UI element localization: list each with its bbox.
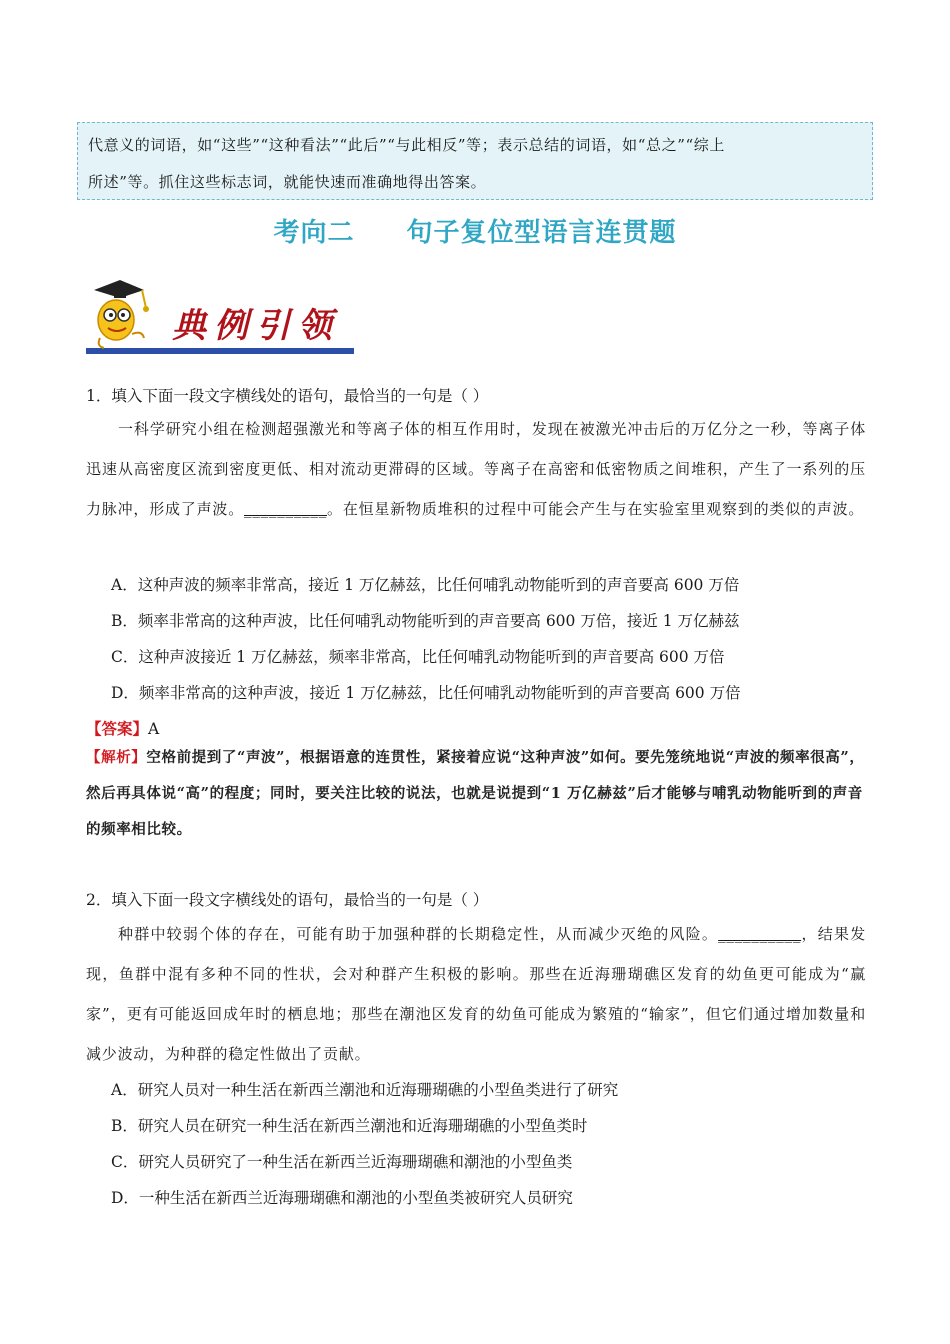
q1-answer: [86, 717, 866, 739]
q1-option-b: B．频率非常高的这种声波，比任何哺乳动物能听到的声音要高 600 万倍，接近 1 万亿赫兹: [111, 612, 740, 630]
q2-option-d: D．一种生活在新西兰近海珊瑚礁和潮池的小型鱼类被研究人员研究: [111, 1189, 573, 1207]
q2-passage-b: ，结果发现，鱼群中混有多种不同的性状，会对种群产生积极的影响。那些在近海珊瑚礁区发育的幼鱼更可能成为“赢家”，更有可能返回成年时的栖息地；那些在潮池区发育的幼鱼可能成为繁殖的“输家”，但它们通过增加数量和减少波动，为种群的稳定性做出了贡献。: [86, 925, 867, 1063]
example-banner: [86, 268, 356, 356]
q1-answer-value: A: [148, 720, 160, 738]
tip-box: [77, 122, 873, 200]
q1-blank: __________: [244, 500, 328, 518]
q1-passage-a: 一科学研究小组在检测超强激光和等离子体的相互作用时，发现在被激光冲击后的万亿分之一秒，等离子体迅速从高密度区流到密度更低、相对流动更滞碍的区域。等离子在高密和低密物质之间堆积，产生了一系列的压力脉冲，形成了声波。: [86, 420, 866, 518]
q1-answer-label: 【答案】: [86, 719, 149, 738]
q1-analysis-label: 【解析】: [86, 749, 147, 766]
q2-passage: [86, 914, 866, 1074]
tip-line-2: 所述”等。抓住这些标志词，就能快速而准确地得出答案。: [88, 173, 487, 191]
q2-option-c: C．研究人员研究了一种生活在新西兰近海珊瑚礁和潮池的小型鱼类: [111, 1153, 573, 1171]
banner-underline: [86, 348, 354, 354]
q2-passage-a: 种群中较弱个体的存在，可能有助于加强种群的长期稳定性，从而减少灭绝的风险。: [118, 925, 719, 943]
section-label: 考向二: [273, 218, 355, 248]
q1-analysis: [86, 740, 866, 848]
q2-title: 2．填入下面一段文字横线处的语句，最恰当的一句是（ ）: [86, 891, 489, 909]
q1-option-a: A．这种声波的频率非常高，接近 1 万亿赫兹，比任何哺乳动物能听到的声音要高 600 万倍: [111, 576, 740, 594]
q2-blank: __________: [718, 925, 802, 943]
q1-passage: [86, 409, 866, 529]
section-title: 句子复位型语言连贯题: [406, 218, 677, 248]
q2-option-b: B．研究人员在研究一种生活在新西兰潮池和近海珊瑚礁的小型鱼类时: [111, 1117, 588, 1135]
q1-option-d: D．频率非常高的这种声波，接近 1 万亿赫兹，比任何哺乳动物能听到的声音要高 600 万倍: [111, 684, 741, 702]
q1-passage-b: 。在恒星新物质堆积的过程中可能会产生与在实验室里观察到的类似的声波。: [327, 500, 865, 518]
section-heading: [0, 212, 950, 249]
q2-option-a: A．研究人员对一种生活在新西兰潮池和近海珊瑚礁的小型鱼类进行了研究: [111, 1081, 619, 1099]
q1-analysis-text: 空格前提到了“声波”，根据语意的连贯性，紧接着应说“这种声波”如何。要先笼统地说“声波的频率很高”，然后再具体说“高”的程度；同时，要关注比较的说法，也就是说提到“1 万亿赫兹”后才能够与哺乳动物能听到的声音的频率相比较。: [86, 749, 865, 838]
tip-line-1: 代意义的词语，如“这些”“这种看法”“此后”“与此相反”等；表示总结的词语，如“总之”“综上: [88, 136, 725, 154]
banner-text: 典例引领: [172, 306, 340, 346]
q1-option-c: C．这种声波接近 1 万亿赫兹，频率非常高，比任何哺乳动物能听到的声音要高 600 万倍: [111, 648, 725, 666]
scholar-mascot-icon: [94, 280, 149, 348]
q1-title: 1．填入下面一段文字横线处的语句，最恰当的一句是（ ）: [86, 387, 489, 405]
